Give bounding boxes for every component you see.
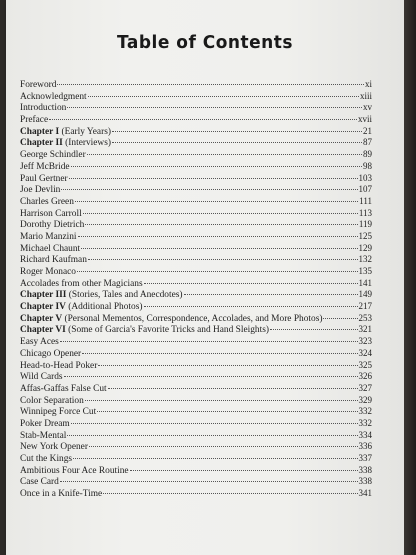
dot-leader [144,306,358,307]
toc-entry-label [20,162,70,174]
dot-leader [60,341,358,342]
toc-entry-label [20,372,63,384]
toc-entry [20,126,372,138]
toc-entry-label [20,431,66,443]
toc-entry-title: Foreword [20,80,57,90]
toc-chapter-number: Chapter V [20,313,63,324]
toc-entry-title: Dorothy Dietrich [20,220,85,231]
toc-entry [20,79,372,91]
toc-entry-label [20,337,59,349]
toc-entry-label [20,185,60,197]
toc-entry [20,430,372,442]
toc-entry [20,336,372,348]
toc-entry-title: Acknowledgment [20,91,87,102]
toc-page-number: 129 [358,242,372,253]
dot-leader [73,458,357,459]
toc-entry-label [20,407,96,419]
toc-entry [20,418,372,430]
toc-entry-title: (Early Years) [59,126,111,137]
toc-page-number: xiii [359,90,372,101]
toc-entry-title: Affas-Gaffas False Cut [20,383,107,394]
toc-entry [20,360,372,372]
dot-leader [112,131,362,132]
toc-entry-title: Once in a Knife-Time [20,489,103,500]
toc-chapter-number: Chapter I [20,126,60,137]
toc-entry-label [20,361,97,373]
toc-entry-label [20,232,77,244]
toc-entry-title: Head-to-Head Poker [20,360,98,371]
toc-entry-title: Winnipeg Force Cut [20,407,97,418]
toc-entry-label [20,150,86,162]
toc-entry-label [20,174,68,186]
toc-entry-label [20,103,66,115]
toc-entry-title: Case Card [20,477,59,488]
toc-chapter-number: Chapter II [20,138,63,149]
toc-entry-title: Wild Cards [20,372,63,383]
toc-page-number: 111 [359,195,372,206]
toc-page-number: 89 [363,149,372,160]
toc-entry [20,278,372,290]
toc-entry [20,301,372,313]
dot-leader [49,119,357,120]
toc-entry-title: Joe Devlin [20,185,61,196]
toc-entry-label [20,220,84,232]
toc-page-number: 329 [358,394,372,405]
toc-entry-title: Easy Aces [20,337,59,348]
toc-entry-label [20,80,56,92]
toc-entry [20,243,372,255]
toc-entry [20,173,372,185]
toc-entry-title: Jeff McBride [20,161,70,172]
toc-page-number: 98 [363,160,372,171]
toc-entry [20,184,372,196]
toc-entry-label [20,489,102,501]
toc-entry-title: (Stories, Tales and Anecdotes) [66,290,183,301]
toc-entry-label [20,302,143,314]
toc-entry-title: Richard Kaufman [20,255,87,266]
dot-leader [88,96,359,97]
dot-leader [75,201,358,202]
toc-page-number: 334 [358,429,372,440]
toc-entry [20,441,372,453]
dot-leader [57,84,364,85]
toc-entry-label [20,255,87,267]
toc-entry [20,476,372,488]
toc-entry [20,114,372,126]
toc-entry [20,289,372,301]
toc-entry-label [20,197,74,209]
dot-leader [97,411,357,412]
toc-page-number: 87 [363,137,372,148]
dot-leader [89,446,358,447]
toc-entry [20,266,372,278]
toc-list [20,79,372,500]
toc-page-number: 327 [358,382,372,393]
toc-entry [20,254,372,266]
dot-leader [83,213,358,214]
toc-entry [20,102,372,114]
toc-entry [20,395,372,407]
toc-entry [20,406,372,418]
toc-entry-label [20,314,322,326]
toc-entry-title: (Some of Garcia's Favorite Tricks and Hand Sleights) [65,325,269,336]
toc-page-number: 217 [358,301,372,312]
toc-entry-title: (Interviews) [62,138,111,149]
toc-entry [20,149,372,161]
dot-leader [71,423,358,424]
toc-page-number: xv [363,102,372,113]
toc-entry-title: New York Opener [20,442,88,453]
toc-entry [20,371,372,383]
toc-page-number: 321 [358,324,372,335]
dot-leader [87,154,362,155]
toc-entry-label [20,115,48,127]
dot-leader [103,493,357,494]
toc-entry [20,231,372,243]
dot-leader [130,470,358,471]
toc-entry-title: Roger Monaco [20,267,76,277]
book-page [6,0,404,555]
toc-page-number: 107 [358,184,372,195]
toc-entry-title: Poker Dream [20,418,70,429]
toc-entry-title: (Personal Mementos, Correspondence, Accolades, and More Photos) [62,313,323,324]
toc-page-number: 338 [358,476,372,487]
toc-page-number: 149 [358,289,372,300]
toc-entry-title: Stab-Mental [20,430,67,441]
toc-entry [20,383,372,395]
toc-entry-label [20,477,59,489]
toc-page-number: 323 [358,336,372,347]
toc-entry [20,465,372,477]
toc-page-number: 103 [358,172,372,183]
toc-page-number: 135 [358,266,372,276]
toc-page-number: 141 [358,277,372,288]
toc-page-number: 341 [358,488,372,499]
toc-entry-label [20,244,80,256]
toc-entry-title: Ambitious Four Ace Routine [20,465,129,476]
toc-entry-title: Cut the Kings [20,454,73,464]
toc-page-number: 132 [358,254,372,265]
toc-page-number: 324 [358,347,372,358]
toc-entry [20,313,372,325]
toc-entry-label [20,396,84,408]
toc-page-number: 253 [358,312,372,323]
toc-entry-label [20,325,269,337]
toc-entry-title: Harrison Carroll [20,208,82,219]
toc-entry [20,196,372,208]
toc-entry-label [20,290,183,302]
toc-page-number: 325 [358,359,372,370]
dot-leader [71,166,362,167]
dot-leader [82,353,357,354]
toc-page-number: 338 [358,464,372,475]
dot-leader [67,435,357,436]
toc-page-number: 337 [358,453,372,463]
book-spine-shadow [404,0,416,555]
dot-leader [77,271,358,272]
dot-leader [61,189,357,190]
toc-entry-label [20,419,70,431]
toc-entry-label [20,349,81,361]
toc-entry-title: Mario Manzini [20,231,77,242]
toc-chapter-number: Chapter IV [20,302,66,313]
toc-page-number: 326 [358,371,372,382]
toc-entry-label [20,92,87,104]
toc-page-number: 113 [358,207,372,218]
toc-entry-title: Michael Chaunt [20,243,81,254]
toc-entry-title: Color Separation [20,395,84,406]
toc-entry-title: Paul Gertner [20,173,68,184]
toc-entry-label [20,127,111,139]
toc-chapter-number: Chapter III [20,290,67,301]
dot-leader [323,318,357,319]
toc-entry-label [20,454,72,466]
toc-entry-label [20,466,129,478]
dot-leader [81,248,357,249]
toc-entry-title: Introduction [20,103,67,114]
dot-leader [85,400,358,401]
toc-entry [20,208,372,220]
toc-page-number: xvii [357,114,372,125]
dot-leader [67,107,362,108]
toc-page-number: 336 [358,441,372,452]
toc-page-number: 125 [358,230,372,241]
toc-entry-label [20,442,88,454]
toc-entry-label [20,384,107,396]
toc-entry-title: Chicago Opener [20,348,82,359]
toc-entry-title: Accolades from other Magicians [20,278,143,289]
dot-leader [98,365,357,366]
toc-entry [20,137,372,149]
dot-leader [144,283,358,284]
dot-leader [60,481,358,482]
dot-leader [270,329,358,330]
toc-entry [20,348,372,360]
toc-page-number: 21 [363,125,372,136]
toc-entry-title: Charles Green [20,196,74,207]
dot-leader [78,236,358,237]
page-title: Table of Contents [116,32,294,54]
dot-leader [69,178,358,179]
dot-leader [85,224,358,225]
toc-entry [20,161,372,173]
dot-leader [108,388,358,389]
toc-page-number: 119 [358,219,372,230]
toc-chapter-number: Chapter VI [20,325,66,336]
toc-entry [20,453,372,465]
toc-entry [20,488,372,500]
toc-entry-title: George Schindler [20,150,86,161]
toc-entry-label [20,209,82,221]
dot-leader [112,142,362,143]
toc-entry [20,324,372,336]
dot-leader [88,259,358,260]
dot-leader [64,376,358,377]
toc-page-number: 332 [358,406,372,417]
toc-page-number: xi [364,79,372,89]
toc-entry-title: Preface [20,115,49,126]
toc-entry-title: (Additional Photos) [65,302,143,313]
toc-entry-label [20,279,143,291]
toc-entry-label [20,267,76,279]
toc-entry [20,219,372,231]
toc-page-number: 332 [358,417,372,428]
toc-entry-label [20,138,111,150]
dot-leader [184,294,358,295]
toc-entry [20,91,372,103]
